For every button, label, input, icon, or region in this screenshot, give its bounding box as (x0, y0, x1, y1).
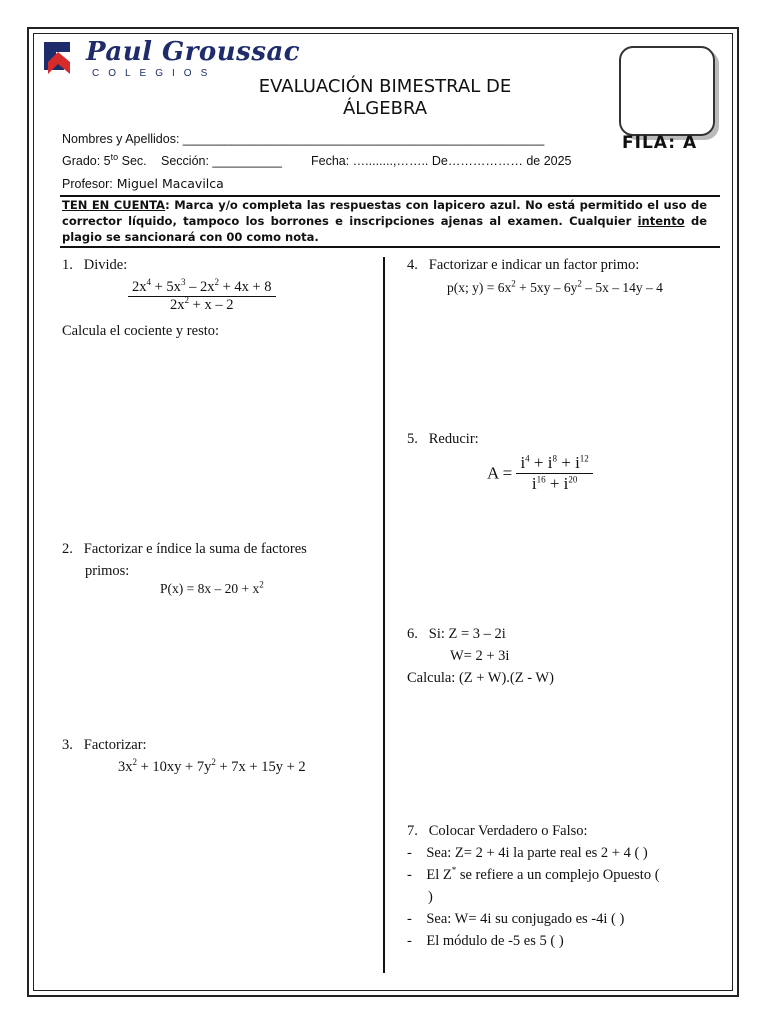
logo-subtitle: COLEGIOS (92, 68, 217, 79)
q7-dash-3: - (407, 911, 412, 927)
q3-label: Factorizar: (83, 737, 147, 753)
q6-number: 6. (407, 626, 418, 642)
q7-item-4-text: El módulo de -5 es 5 ( ) (426, 933, 564, 949)
q7-item-2: - El Z* se refiere a un complejo Opuesto ( (407, 865, 660, 883)
q5-header (407, 431, 479, 448)
q3-header (62, 737, 147, 754)
q6-line3: Calcula: (Z + W).(Z - W) (407, 670, 554, 686)
q7-dash-1: - (407, 845, 412, 861)
q7-header (407, 823, 588, 840)
q2-label: Factorizar e índice la suma de factores (83, 541, 307, 557)
q1-label: Divide: (83, 257, 128, 273)
exam-title-line2: ÁLGEBRA (342, 98, 428, 119)
q7-number: 7. (407, 823, 418, 839)
q3-number: 3. (62, 737, 73, 753)
column-divider (383, 257, 385, 973)
fecha-field: Fecha: …........,…….. De……………… de 2025 (311, 154, 572, 168)
q7-item-2-text: El Z (426, 867, 452, 883)
note-bottom-rule (60, 246, 720, 248)
q1-fraction: $\frac{2x^4 + 5x^3 - 2x^2 + 4x + 8}{2x^2 + x - 2}$ (128, 279, 276, 314)
profesor-name: Miguel Macavilca (112, 176, 224, 191)
logo-name: Paul Groussac (86, 37, 301, 67)
q6-line2: W= 2 + 3i (450, 648, 510, 664)
q2-label-2: primos: (85, 563, 130, 579)
q2-number: 2. (62, 541, 73, 557)
q2-equation: $P(x) = 8x - 20 + x^2$ (160, 579, 264, 596)
q7-item-3-text: Sea: W= 4i su conjugado es -4i ( ) (426, 911, 625, 927)
q5-number: 5. (407, 431, 418, 447)
logo-emblem (40, 38, 76, 78)
q6-header (407, 626, 506, 643)
q7-item-2-close: ) (428, 889, 433, 905)
q2-header (62, 541, 352, 558)
instructions-note (62, 197, 707, 245)
q4-number: 4. (407, 257, 418, 273)
q6-label: Si: Z = 3 – 2i (428, 626, 506, 642)
q5-label: Reducir: (428, 431, 479, 447)
photo-box (619, 46, 715, 136)
q4-equation: p(x; $y) = 6x^2 + 5xy - 6y^2 - 5x - 14y - 4$ (447, 278, 663, 295)
q5-equation: A = $\frac{i^4 + i^8 + i^{12}}{i^{16} + i^{20}}$ (487, 453, 593, 494)
grado-field (62, 151, 147, 168)
note-text-2: de plagio se sancionará con 00 como nota. (62, 214, 707, 244)
q7-item-3 (407, 911, 624, 928)
q7-item-1 (407, 845, 648, 862)
profesor-label: Profesor: (62, 177, 113, 191)
note-text-1: : Marca y/o completa las respuestas con lapicero azul. No está permitido el uso de corrector líquido, tampoco los borrones e inscripciones ajenas al examen. Cualquier (62, 198, 707, 228)
q7-item-4 (407, 933, 564, 950)
q1-number: 1. (62, 257, 73, 273)
seccion-field: Sección: __________ (161, 154, 282, 168)
q7-item-2-rest: se refiere a un complejo Opuesto ( (456, 867, 660, 883)
q3-equation: $3x^2 + 10xy + 7y^2 + 7x + 15y + 2$ (118, 757, 306, 775)
q7-dash-2: - (407, 867, 412, 883)
fila-label: FILA: A (622, 133, 698, 153)
q7-label: Colocar Verdadero o Falso: (428, 823, 588, 839)
q1-header (62, 257, 127, 274)
note-label: TEN EN CUENTA (62, 198, 166, 212)
q7-item-1-text: Sea: Z= 2 + 4i la parte real es 2 + 4 ( ) (426, 845, 648, 861)
q4-label: Factorizar e indicar un factor primo: (428, 257, 640, 273)
grado-rest: Sec. (118, 154, 147, 168)
q1-follow: Calcula el cociente y resto: (62, 323, 220, 339)
grado-label: Grado: 5 (62, 154, 111, 168)
q4-header (407, 257, 639, 274)
nombres-field: Nombres y Apellidos: ____________________________________________________ (62, 132, 545, 146)
q7-dash-4: - (407, 933, 412, 949)
profesor-field (62, 176, 224, 191)
grado-sup: to (110, 151, 119, 162)
exam-title-line1: EVALUACIÓN BIMESTRAL DE (258, 76, 512, 97)
note-intento: intento (637, 214, 685, 228)
